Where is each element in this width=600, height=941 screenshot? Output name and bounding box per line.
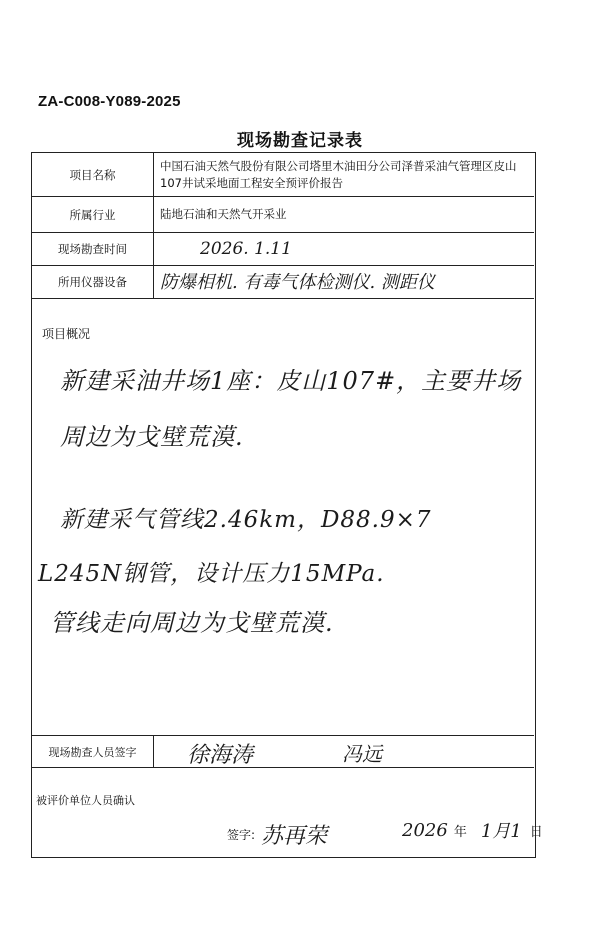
date-year-unit: 年	[453, 824, 467, 840]
project-name-label: 项目名称	[32, 153, 154, 196]
sign-line	[227, 819, 327, 850]
overview-line-3: 新建采气管线2.46km，D88.9×7	[60, 507, 432, 533]
project-name-value: 中国石油天然气股份有限公司塔里木油田分公司泽普采油气管理区皮山107井试采地面工程安全预评价报告	[160, 158, 517, 190]
confirm-date	[402, 817, 543, 843]
signature-2: 冯远	[342, 742, 382, 766]
confirmation-label: 被评价单位人员确认	[36, 794, 135, 807]
row-survey-time	[32, 233, 534, 266]
date-year: 2026	[402, 819, 448, 841]
survey-record-form	[31, 152, 543, 858]
row-project-name	[32, 153, 534, 197]
overview-line-2: 周边为戈壁荒漠.	[60, 423, 244, 451]
overview-line-1: 新建采油井场1座：皮山107#，主要井场	[60, 367, 522, 395]
overview-label: 项目概况	[42, 327, 91, 341]
document-code: ZA-C008-Y089-2025	[38, 93, 181, 110]
instruments-value: 防爆相机. 有毒气体检测仪. 测距仪	[160, 271, 435, 293]
row-signatures	[32, 735, 534, 768]
sign-label: 签字:	[227, 828, 256, 842]
date-day-unit: 日	[529, 824, 543, 840]
signature-1: 徐海涛	[187, 743, 254, 768]
instruments-label: 所用仪器设备	[32, 266, 154, 298]
date-month-day: 1月1	[480, 821, 522, 842]
industry-value: 陆地石油和天然气开采业	[160, 207, 287, 221]
overview-line-5: 管线走向周边为戈壁荒漠.	[50, 609, 334, 637]
overview-line-4: L245N钢管，设计压力15MPa.	[38, 561, 385, 587]
form-title: 现场勘查记录表	[237, 131, 363, 151]
row-industry	[32, 197, 534, 233]
row-instruments	[32, 266, 534, 299]
industry-label: 所属行业	[32, 197, 154, 232]
survey-time-label: 现场勘查时间	[32, 233, 154, 265]
confirm-signature: 苏再荣	[261, 824, 328, 849]
signatures-label: 现场勘查人员签字	[32, 736, 154, 767]
survey-time-value: 2026. 1.11	[200, 238, 292, 259]
